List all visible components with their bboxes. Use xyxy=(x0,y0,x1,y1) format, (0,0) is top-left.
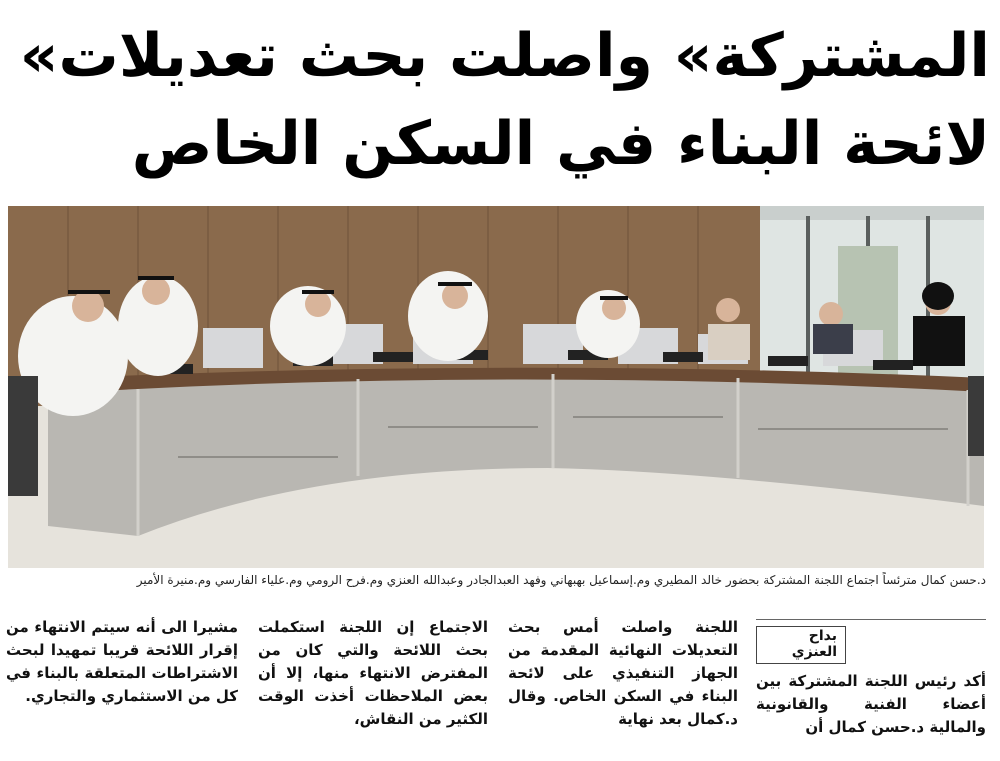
photo-caption: د.حسن كمال مترئساً اجتماع اللجنة المشتركة بحضور خالد المطيري وم.إسماعيل بهبهاني وفهد العبدالجادر وعبدالله العنزي وم.فرح الرومي وم.علياء الفارسي وم.منيرة الأمير xyxy=(136,573,986,587)
byline xyxy=(756,626,986,664)
column-1-text: أكد رئيس اللجنة المشتركة بين أعضاء الفنية والقانونية والمالية د.حسن كمال أن xyxy=(756,672,986,736)
article-column-2 xyxy=(508,616,738,731)
column-3-text: الاجتماع إن اللجنة استكملت بحث اللائحة والتي كان من المفترض الانتهاء منها، إلا أن بعض الملاحظات أخذت الوقت الكثير من النقاش، xyxy=(258,618,488,728)
headline-line-2: لائحة البناء في السكن الخاص xyxy=(131,109,990,179)
article-column-4 xyxy=(6,616,238,708)
headline-line-1: «المشتركة» واصلت بحث تعديلات xyxy=(19,21,990,91)
column-2-text: اللجنة واصلت أمس بحث التعديلات النهائية المقدمة من الجهاز التنفيذي على لائحة البناء في السكن الخاص. وقال د.كمال بعد نهاية xyxy=(508,618,738,728)
article-column-1 xyxy=(756,670,986,739)
byline-rule xyxy=(756,619,986,620)
byline-name: بداح العنزي xyxy=(756,626,846,664)
column-4-text: مشيرا الى أنه سيتم الانتهاء من إقرار اللائحة قريبا تمهيدا لبحث الاشتراطات المتعلقة بالبناء في كل من الاستثماري والتجاري. xyxy=(6,618,238,705)
article-column-3 xyxy=(258,616,488,731)
meeting-photo xyxy=(8,206,984,568)
